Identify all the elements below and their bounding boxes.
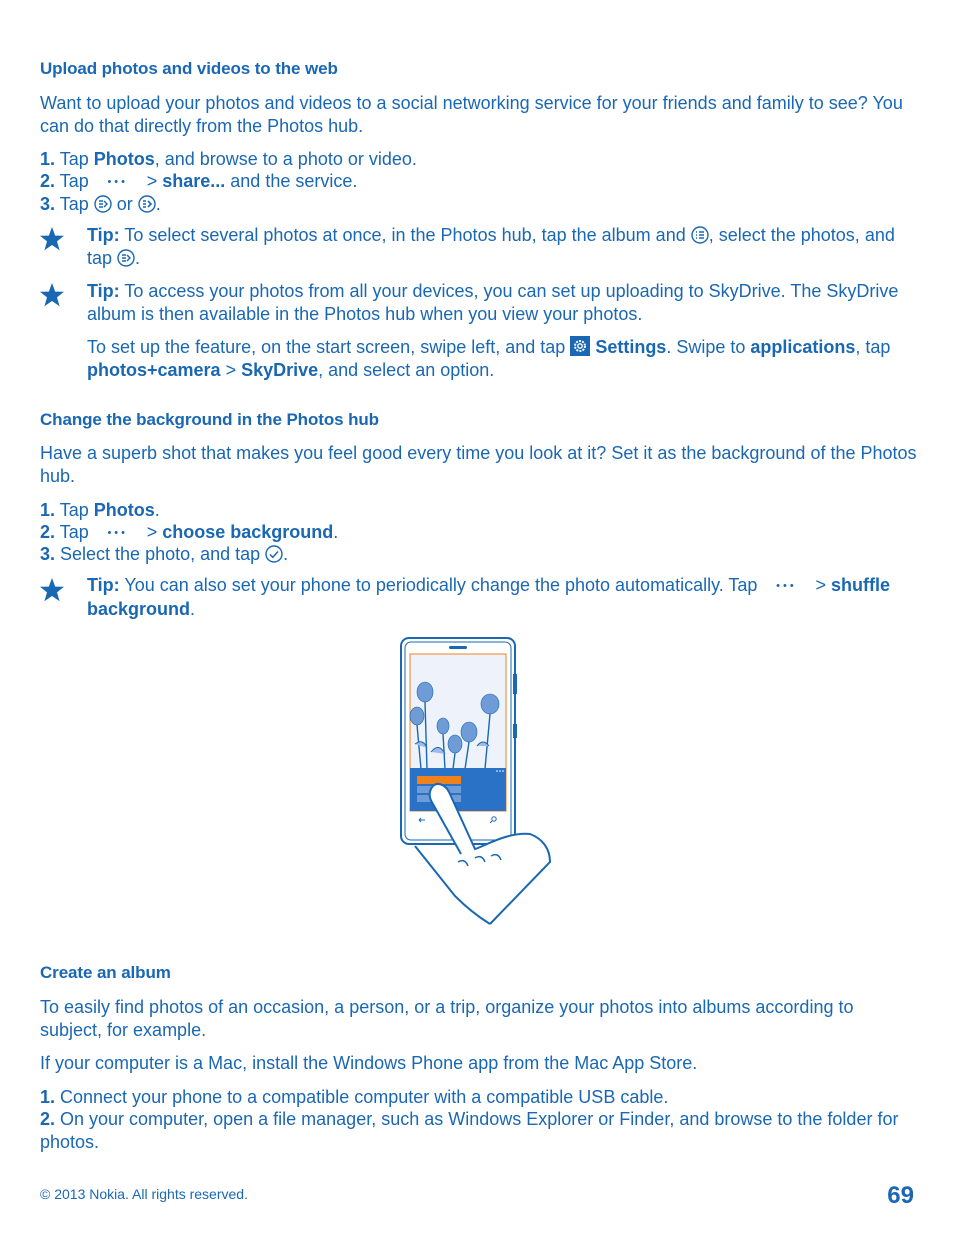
album-intro: To easily find photos of an occasion, a person, or a trip, organize your photos into albums according to subject, for example.	[40, 997, 854, 1040]
check-icon	[265, 545, 283, 563]
upload-step-1: 1. Tap Photos, and browse to a photo or video.	[40, 149, 417, 169]
tip-shuffle-background: Tip: You can also set your phone to periodically change the photo automatically. Tap ••• > shuffle background.	[87, 575, 890, 619]
background-intro: Have a superb shot that makes you feel good every time you look at it? Set it as the background of the Photos hub.	[40, 443, 917, 486]
upload-intro: Want to upload your photos and videos to a social networking service for your friends and family to see? You can do that directly from the Photos hub.	[40, 93, 903, 136]
tip-star-icon	[39, 226, 65, 252]
album-mac-note: If your computer is a Mac, install the Windows Phone app from the Mac App Store.	[40, 1053, 698, 1073]
background-step-3: 3. Select the photo, and tap .	[40, 544, 289, 564]
section-heading-background: Change the background in the Photos hub	[40, 410, 379, 429]
tip-skydrive-setup: To set up the feature, on the start screen, swipe left, and tap Settings. Swipe to applications, tap photos+camera > SkyDrive, and select an option.	[87, 337, 891, 380]
album-step-1: 1. Connect your phone to a compatible computer with a compatible USB cable.	[40, 1087, 669, 1107]
background-step-1: 1. Tap Photos.	[40, 500, 160, 520]
phone-illustration	[395, 634, 555, 928]
section-heading-album: Create an album	[40, 963, 171, 982]
album-step-2: 2. On your computer, open a file manager, such as Windows Explorer or Finder, and browse to the folder for photos.	[40, 1109, 899, 1152]
select-icon	[691, 226, 709, 244]
background-step-2: 2. Tap ••• > choose background.	[40, 521, 338, 545]
section-heading-upload: Upload photos and videos to the web	[40, 59, 338, 78]
upload-step-2: 2. Tap ••• > share... and the service.	[40, 170, 357, 194]
settings-icon	[570, 336, 590, 356]
upload-icon	[138, 195, 156, 213]
share-icon	[94, 195, 112, 213]
footer-copyright: © 2013 Nokia. All rights reserved.	[40, 1186, 248, 1202]
page-number: 69	[887, 1182, 914, 1209]
more-icon: •••	[107, 527, 128, 539]
upload-step-3: 3. Tap or .	[40, 194, 161, 214]
more-icon: •••	[776, 580, 797, 592]
tip-select-photos: Tip: To select several photos at once, in the Photos hub, tap the album and , select the photos, and tap .	[87, 225, 895, 268]
tip-skydrive: Tip: To access your photos from all your devices, you can set up uploading to SkyDrive. The SkyDrive album is then available in the Photos hub when you view your photos.	[87, 281, 899, 324]
tip-star-icon	[39, 282, 65, 308]
share-icon	[117, 249, 135, 267]
more-icon: •••	[107, 176, 128, 188]
tip-star-icon	[39, 577, 65, 603]
